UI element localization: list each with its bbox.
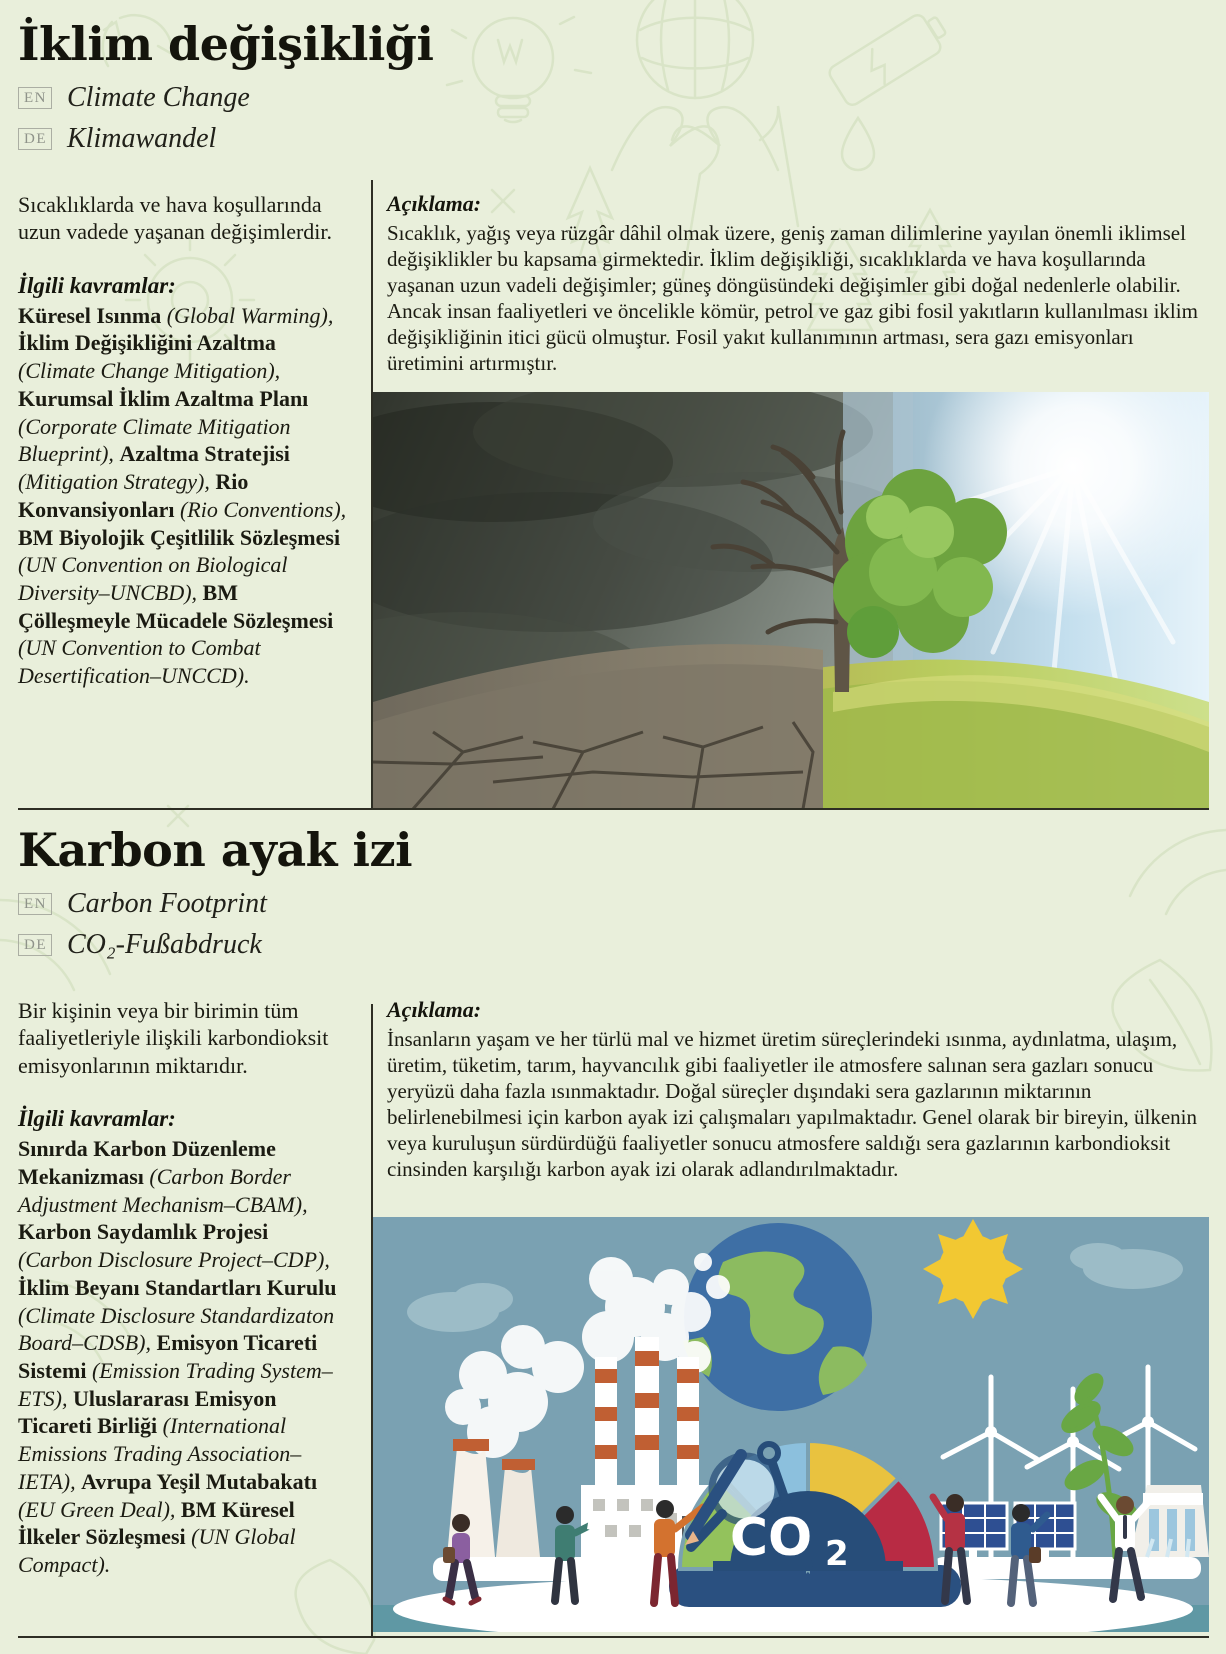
co2-label-sub: 2	[825, 1534, 849, 1574]
climate-change-photo	[373, 392, 1209, 809]
explanation-text: Sıcaklık, yağış veya rüzgâr dâhil olmak üzere, geniş zaman dilimlerine yayılan önemli iklimsel değişiklikler bu kapsama girmektedir. İklim değişikliği, sıcaklıklarda ve hava koşullarında yaşanan uzun vadeli değişimler; güneş döngüsündeki değişimler gibi doğal nedenlerle olabilir. Ancak insan faaliyetleri ve öncelikle kömür, petrol ve gaz gibi fosil yakıtların kullanılması iklim değişikliğinin itici gücü olmuştur. Fosil yakıt kullanımının artması, sera gazı emisyonları üretimini artırmıştır.	[387, 220, 1198, 375]
lang-tag-de: DE	[18, 934, 52, 956]
lang-tag-de: DE	[18, 128, 52, 150]
definition-text: Sıcaklıklarda ve hava koşullarında uzun vadede yaşanan değişimlerdir.	[18, 191, 333, 245]
earth-icon	[683, 1223, 872, 1411]
sun-icon	[923, 1219, 1023, 1319]
lang-row-de	[18, 929, 1209, 961]
definition-column	[18, 997, 348, 1579]
lang-row-en	[18, 888, 1209, 920]
chimney	[595, 1337, 699, 1485]
lang-tag-en: EN	[18, 893, 52, 915]
lang-row-en	[18, 82, 1209, 114]
related-concepts-heading: İlgili kavramlar:	[18, 1106, 176, 1132]
explanation-heading: Açıklama:	[387, 996, 482, 1022]
definition-column	[18, 191, 348, 690]
explanation-text: İnsanların yaşam ve her türlü mal ve hizmet üretim süreçlerindeki ısınma, aydınlatma, ulaşım, üretim, tüketim, tarım, hayvancılık gibi faaliyetler ile atmosfere salınan sera gazları sonucu yeryüzü daha fazla ısınmaktadır. Doğal süreçler dışındaki sera gazlarının miktarının belirlenebilmesi için karbon ayak izi çalışmaları yapılmaktadır. Genel olarak bir bireyin, ülkenin veya kuruluşun sürdürdüğü faaliyetler sonucu atmosfere saldığı sera gazlarının karbondioksit cinsinden karşılığı karbon ayak izi olarak adlandırılmaktadır.	[387, 1026, 1197, 1181]
lang-value-en: Climate Change	[67, 81, 250, 113]
section-divider	[18, 808, 1209, 810]
lang-tag-en: EN	[18, 87, 52, 109]
entry-title: İklim değişikliği	[18, 17, 434, 71]
related-concepts-list: Küresel Isınma (Global Warming), İklim Değişikliğini Azaltma (Climate Change Mitigation), Kurumsal İklim Azaltma Planı (Corporate Climate Mitigation Blueprint), Azaltma Stratejisi (Mitigation Strategy), Rio Konvansiyonları (Rio Conventions), BM Biyolojik Çeşitlilik Sözleşmesi (UN Convention on Biological Diversity–UNCBD), BM Çölleşmeyle Mücadele Sözleşmesi (UN Convention to Combat Desertification–UNCCD).	[18, 302, 347, 689]
lang-value-de: CO₂-Fußabdruck	[67, 928, 262, 960]
lang-value-de: Klimawandel	[67, 122, 217, 154]
entry-title: Karbon ayak izi	[18, 823, 413, 877]
explanation-heading: Açıklama:	[387, 190, 482, 216]
carbon-footprint-illustration	[373, 1217, 1209, 1632]
explanation-column	[373, 191, 1209, 376]
lang-value-en: Carbon Footprint	[67, 887, 267, 919]
related-concepts-heading: İlgili kavramlar:	[18, 272, 176, 298]
bottom-rule	[18, 1636, 1209, 1638]
related-concepts-list: Sınırda Karbon Düzenleme Mekanizması (Carbon Border Adjustment Mechanism–CBAM), Karbon Saydamlık Projesi (Carbon Disclosure Project–CDP), İklim Beyanı Standartları Kurulu (Climate Disclosure Standardizaton Board–CDSB), Emisyon Ticareti Sistemi (Emission Trading System–ETS), Uluslararası Emisyon Ticareti Birliği (International Emissions Trading Association–IETA), Avrupa Yeşil Mutabakatı (EU Green Deal), BM Küresel İlkeler Sözleşmesi (UN Global Compact).	[18, 1136, 337, 1578]
definition-text: Bir kişinin veya bir birimin tüm faaliyetleriyle ilişkili karbondioksit emisyonlarının miktarıdır.	[18, 997, 329, 1078]
explanation-column	[373, 997, 1209, 1182]
co2-label: CO	[729, 1508, 813, 1568]
lang-row-de	[18, 123, 1209, 155]
